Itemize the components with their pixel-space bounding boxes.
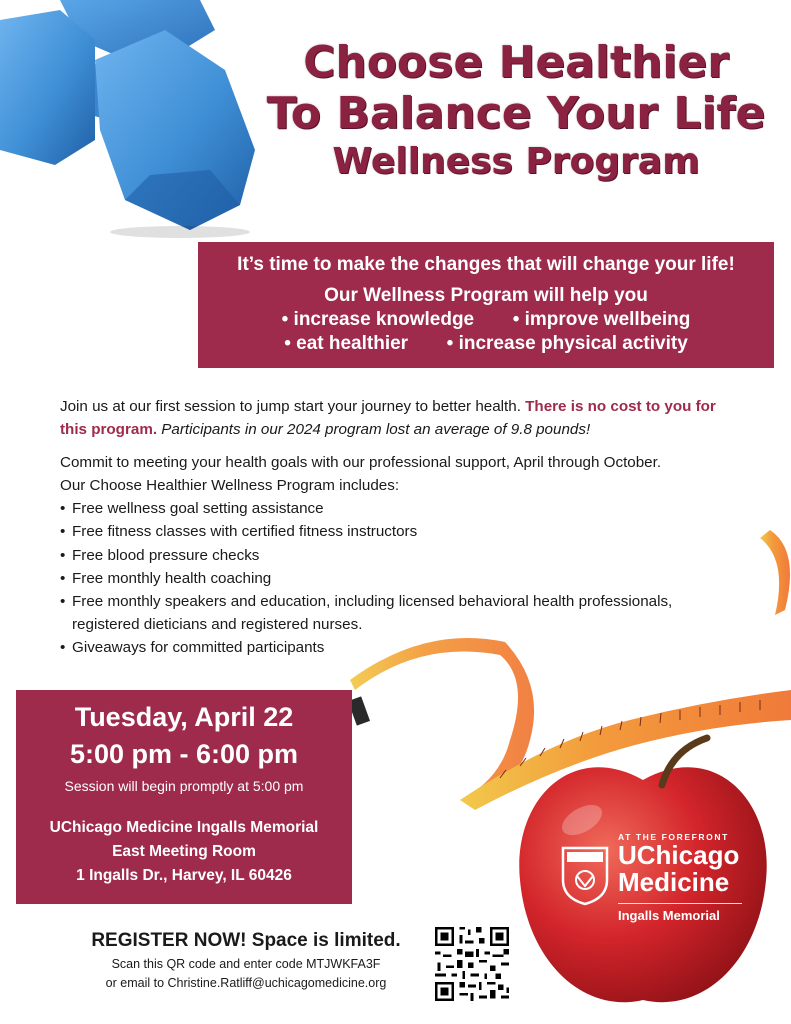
qr-code[interactable] <box>432 924 512 1004</box>
venue-address: 1 Ingalls Dr., Harvey, IL 60426 <box>76 867 292 885</box>
brand-sub: Ingalls Memorial <box>618 907 720 923</box>
intro-bullet: • eat healthier <box>284 333 409 354</box>
list-item: • Free monthly health coaching <box>60 567 740 590</box>
commit-line: Commit to meeting your health goals with our professional support, April through October. <box>60 454 662 472</box>
intro-bullets-row-2 <box>198 333 774 355</box>
brand-divider <box>618 903 742 904</box>
event-time: 5:00 pm - 6:00 pm <box>69 739 299 769</box>
headline-line-1: Choose Healthier <box>303 37 729 88</box>
brand-name-2: Medicine <box>618 867 730 898</box>
list-item: • Free fitness classes with certified fitness instructors <box>60 520 740 543</box>
intro-bullets-row-1 <box>198 309 774 331</box>
uchicago-medicine-logo <box>560 832 760 923</box>
includes-line: Our Choose Healthier Wellness Program includes: <box>60 477 400 495</box>
intro-bullet: • improve wellbeing <box>512 309 691 330</box>
register-qr-instructions: Scan this QR code and enter code MTJWKFA3F <box>111 957 381 971</box>
register-section <box>60 930 432 990</box>
list-item: • Free blood pressure checks <box>60 544 740 567</box>
intro-line-1: It’s time to make the changes that will change your life! <box>237 254 735 275</box>
headline-line-3: Wellness Program <box>332 141 700 183</box>
intro-bullet: • increase knowledge <box>281 309 475 330</box>
results-text: Participants in our 2024 program lost an average of 9.8 pounds! <box>157 421 591 439</box>
brand-name-1: UChicago <box>618 840 740 870</box>
list-item: • Free monthly speakers and education, including licensed behavioral health professionals, registered dieticians and registered nurses. <box>60 590 740 636</box>
intro-line-2: Our Wellness Program will help you <box>324 285 648 306</box>
list-item: • Free wellness goal setting assistance <box>60 497 740 520</box>
intro-box <box>198 242 774 368</box>
dumbbell-graphic <box>0 0 260 240</box>
event-note: Session will begin promptly at 5:00 pm <box>64 778 304 794</box>
event-details-box <box>16 690 352 904</box>
register-email-line[interactable]: or email to Christine.Ratliff@uchicagomedicine.org <box>105 976 387 990</box>
no-cost-text: There is no cost to you for this program. <box>60 398 716 439</box>
headline-line-2: To Balance Your Life <box>266 87 766 139</box>
intro-text: Join us at our first session to jump start your journey to better health. <box>60 398 526 415</box>
register-headline: REGISTER NOW! Space is limited. <box>91 930 401 951</box>
intro-bullet: • increase physical activity <box>446 333 688 354</box>
venue-room: East Meeting Room <box>112 843 256 861</box>
event-date: Tuesday, April 22 <box>74 702 294 732</box>
event-location <box>16 816 352 888</box>
list-item: • Giveaways for committed participants <box>60 636 740 659</box>
headline <box>236 38 791 183</box>
intro-paragraph <box>60 395 740 441</box>
venue-name: UChicago Medicine Ingalls Memorial <box>49 819 319 836</box>
brand-tagline: AT THE FOREFRONT <box>618 832 729 842</box>
